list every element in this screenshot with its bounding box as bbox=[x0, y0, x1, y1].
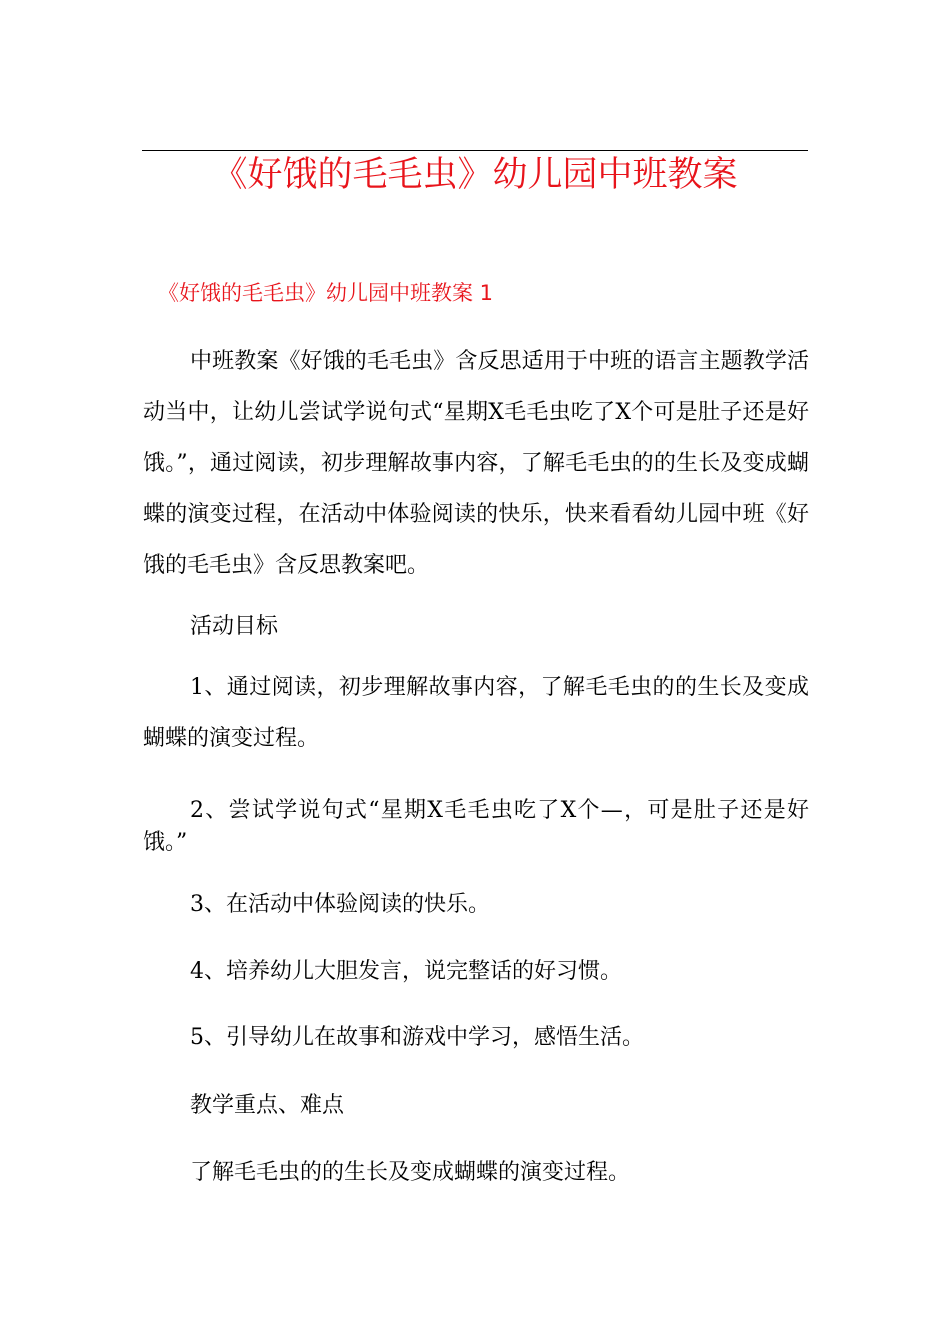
document-title: 《好饿的毛毛虫》幼儿园中班教案 bbox=[212, 155, 738, 195]
goals-heading: 活动目标 bbox=[190, 614, 279, 639]
goal-item-2: 2、尝试学说句式“星期X毛毛虫吃了X个—，可是肚子还是好饿。” bbox=[143, 798, 809, 855]
key-points-text: 了解毛毛虫的的生长及变成蝴蝶的演变过程。 bbox=[190, 1160, 631, 1185]
goal-item-1: 1、通过阅读，初步理解故事内容，了解毛毛虫的的生长及变成蝴蝶的演变过程。 bbox=[143, 675, 809, 751]
goal-item-3: 3、在活动中体验阅读的快乐。 bbox=[190, 892, 490, 917]
goal-item-5: 5、引导幼儿在故事和游戏中学习，感悟生活。 bbox=[190, 1025, 644, 1050]
goal-item-4: 4、培养幼儿大胆发言，说完整话的好习惯。 bbox=[190, 959, 622, 984]
section-heading: 《好饿的毛毛虫》幼儿园中班教案 1 bbox=[158, 281, 494, 305]
key-points-heading: 教学重点、难点 bbox=[190, 1093, 345, 1118]
header-rule bbox=[142, 150, 808, 151]
intro-paragraph: 中班教案《好饿的毛毛虫》含反思适用于中班的语言主题教学活动当中，让幼儿尝试学说句式“星期X毛毛虫吃了X个可是肚子还是好饿。”，通过阅读，初步理解故事内容，了解毛毛虫的的生长及变成蝴蝶的演变过程，在活动中体验阅读的快乐，快来看看幼儿园中班《好饿的毛毛虫》含反思教案吧。 bbox=[143, 349, 809, 578]
